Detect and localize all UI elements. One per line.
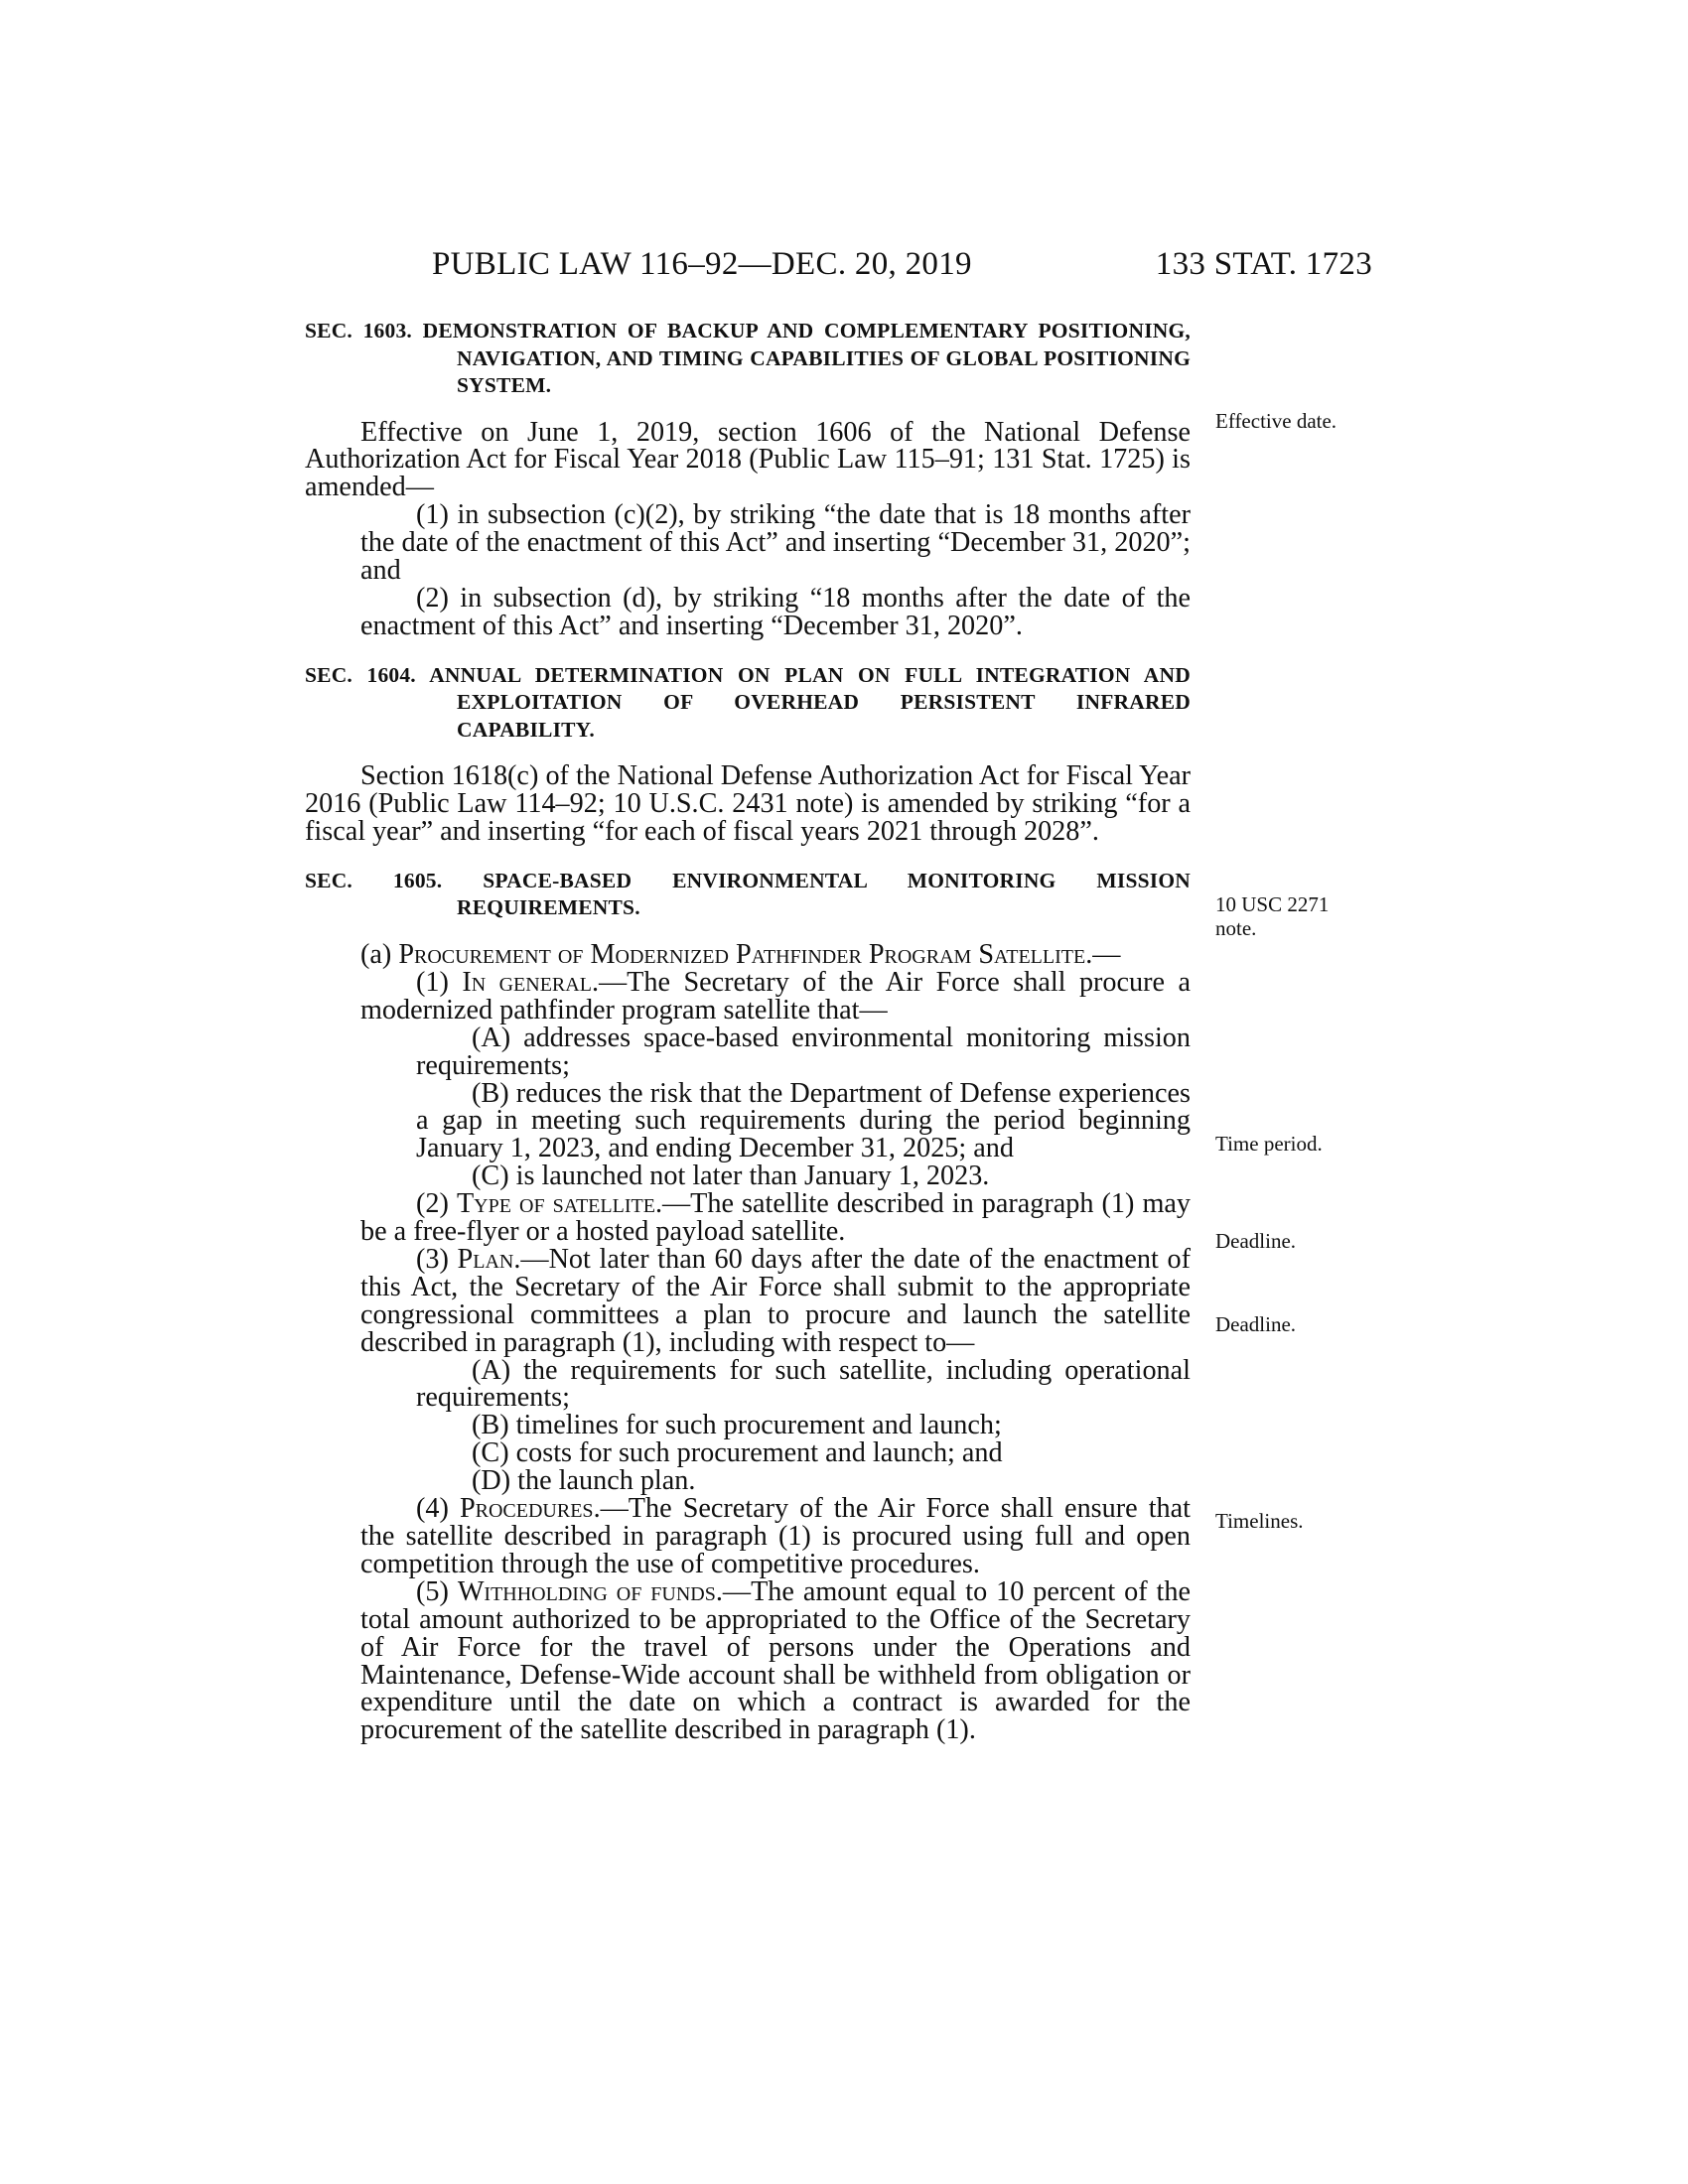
paragraph-4-text: .—The Secretary of the Air Force shall ensure that the satellite described in paragraph (1) is procured using full and open competition through the use of competitive procedures.: [360, 1493, 1191, 1579]
section-1603-heading: SEC. 1603. DEMONSTRATION OF BACKUP AND COMPLEMENTARY POSITIONING, NAVIGATION, AND TIMING CAPABILITIES OF GLOBAL POSITIONING SYSTEM.: [305, 319, 1191, 397]
paragraph-2-title: Type of satellite: [456, 1188, 655, 1220]
paragraph-5-lead: (5): [416, 1575, 458, 1607]
margin-note-usc-citation: [1215, 892, 1329, 940]
paragraph-3-text: .—Not later than 60 days after the date of the enactment of this Act, the Secretary of the Air Force shall submit to the appropriate congressional committees a plan to procure and launch the satellite described in paragraph (1), including with respect to—: [360, 1243, 1191, 1358]
paragraph-2-text: .—The satellite described in paragraph (1) may be a free-flyer or a hosted payload satellite.: [360, 1188, 1191, 1248]
section-1604-text: Section 1618(c) of the National Defense Authorization Act for Fiscal Year 2016 (Public Law 114–92; 10 U.S.C. 2431 note) is amended by striking “for a fiscal year” and inserting “for each of fiscal years 2021 through 2028”.: [305, 760, 1191, 848]
paragraph-3-D: (D) the launch plan.: [472, 1465, 696, 1497]
running-header-law: PUBLIC LAW 116–92—DEC. 20, 2019: [432, 246, 972, 282]
paragraph-1-lead: (1): [416, 966, 463, 998]
paragraph-4-title: Procedures: [459, 1493, 594, 1525]
margin-note-timelines: Timelines.: [1215, 1509, 1304, 1533]
paragraph-1-title: In general: [462, 966, 592, 998]
paragraph-5-text: .—The amount equal to 10 percent of the total amount authorized to be appropriated to the Office of the Secretary of Air Force for the travel of persons under the Operations and Maintenance, Defense-Wide account shall be withheld from obligation or expenditure until the date on which a contract is awarded for the procurement of the satellite described in paragraph (1).: [360, 1575, 1191, 1746]
paragraph-5-title: Withholding of funds: [457, 1575, 716, 1607]
subsection-a-title: Procurement of Modernized Pathfinder Program Satellite: [398, 938, 1086, 970]
margin-note-usc-line-1: 10 USC 2271: [1215, 892, 1330, 916]
section-1603-intro: Effective on June 1, 2019, section 1606 of the National Defense Authorization Act for Fiscal Year 2018 (Public Law 115–91; 131 Stat. 1725) is amended—: [305, 416, 1191, 503]
section-1603-item-2: (2) in subsection (d), by striking “18 months after the date of the enactment of this Act” and inserting “December 31, 2020”.: [360, 582, 1191, 641]
running-header-page: 133 STAT. 1723: [1155, 246, 1372, 282]
subsection-a-dash: .—: [1085, 938, 1121, 970]
paragraph-3-C: (C) costs for such procurement and launch; and: [472, 1437, 1003, 1469]
paragraph-4-lead: (4): [416, 1493, 460, 1525]
paragraph-3-A: (A) the requirements for such satellite, including operational requirements;: [416, 1354, 1191, 1414]
section-1605-heading: SEC. 1605. SPACE-BASED ENVIRONMENTAL MONITORING MISSION REQUIREMENTS.: [305, 868, 1191, 920]
paragraph-2: [305, 1190, 1191, 1246]
paragraph-1-C: (C) is launched not later than January 1, 2023.: [472, 1160, 990, 1192]
section-1603-item-1: (1) in subsection (c)(2), by striking “the date that is 18 months after the date of the enactment of this Act” and inserting “December 31, 2020”; and: [360, 499, 1191, 587]
paragraph-5: [305, 1575, 1191, 1746]
paragraph-1-text: .—The Secretary of the Air Force shall procure a modernized pathfinder program satellite that—: [360, 966, 1191, 1025]
paragraph-3: [305, 1243, 1191, 1358]
document-body: [305, 318, 1191, 1744]
margin-note-effective-date: Effective date.: [1215, 409, 1337, 433]
margin-note-usc-line-2: note.: [1215, 916, 1257, 940]
paragraph-4: [305, 1495, 1191, 1578]
paragraph-1: [305, 966, 1191, 1025]
margin-note-deadline-2: Deadline.: [1215, 1312, 1297, 1336]
paragraph-1-B: (B) reduces the risk that the Department of Defense experiences a gap in meeting such requirements during the period beginning January 1, 2023, and ending December 31, 2025; and: [416, 1077, 1191, 1164]
paragraph-1-A: (A) addresses space-based environmental monitoring mission requirements;: [416, 1022, 1191, 1081]
margin-note-time-period: Time period.: [1215, 1132, 1323, 1156]
subsection-a: [305, 938, 1191, 970]
subsection-a-lead: (a): [360, 938, 399, 970]
paragraph-3-B: (B) timelines for such procurement and launch;: [472, 1410, 1002, 1441]
paragraph-2-lead: (2): [416, 1188, 457, 1220]
paragraph-3-title: Plan: [457, 1243, 514, 1275]
paragraph-3-lead: (3): [416, 1243, 458, 1275]
margin-note-deadline-1: Deadline.: [1215, 1229, 1297, 1253]
section-1604-heading: SEC. 1604. ANNUAL DETERMINATION ON PLAN ON FULL INTEGRATION AND EXPLOITATION OF OVERHEAD PERSISTENT INFRARED CAPABILITY.: [305, 662, 1191, 742]
